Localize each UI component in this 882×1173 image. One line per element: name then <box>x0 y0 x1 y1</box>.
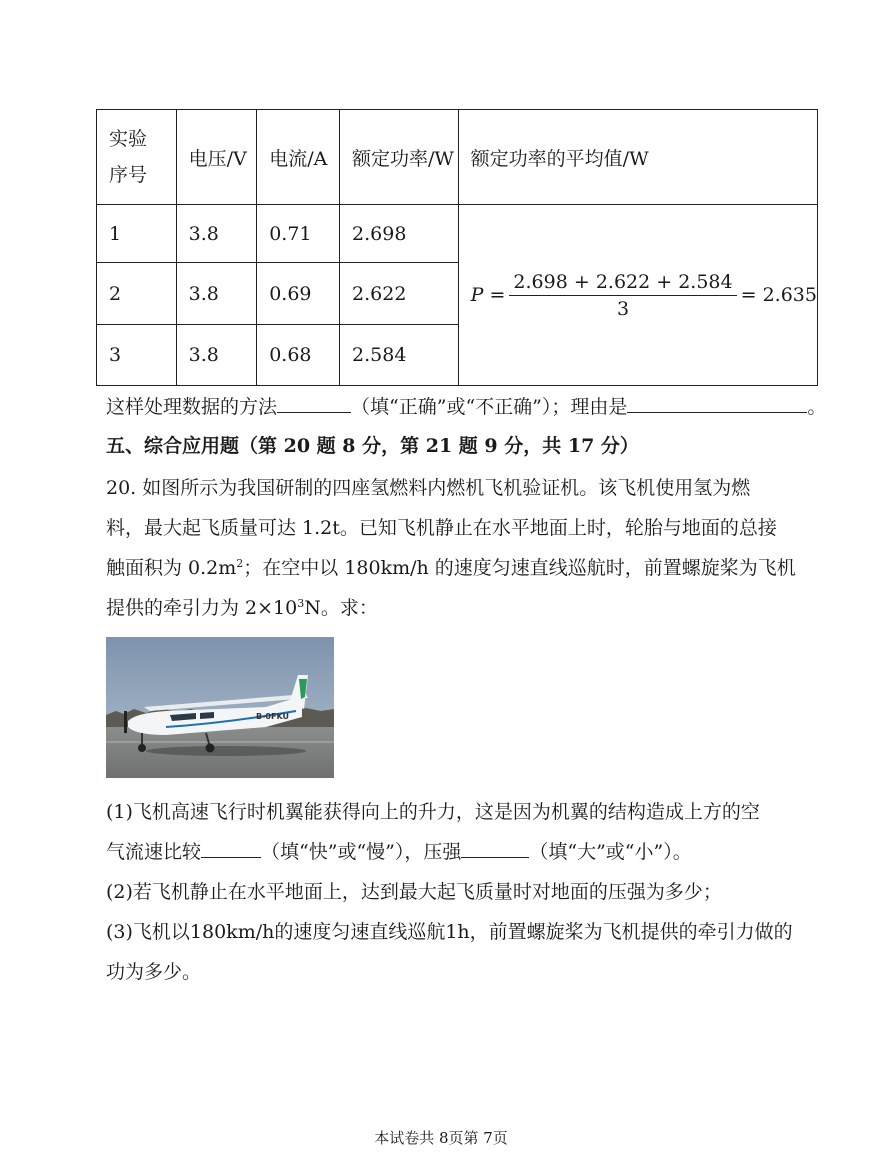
q20-line-4 <box>106 599 378 618</box>
header-average-power: 额定功率的平均值/W <box>458 110 817 205</box>
header-trial-no-line2: 序号 <box>109 164 148 186</box>
page-footer: 本试卷共 8页第 7页 <box>374 1129 508 1147</box>
answer-blank-speed[interactable] <box>201 857 261 858</box>
q20-line-3 <box>106 559 796 578</box>
cell-current: 0.69 <box>257 263 340 325</box>
sub1-text-a: 气流速比较 <box>106 841 202 863</box>
q20-line-1: 20. 如图所示为我国研制的四座氢燃料内燃机飞机验证机。该飞机使用氢为燃 <box>106 477 751 499</box>
answer-blank-pressure[interactable] <box>461 857 529 858</box>
cell-voltage: 3.8 <box>176 263 257 325</box>
cell-voltage: 3.8 <box>176 205 257 263</box>
cell-current: 0.71 <box>257 205 340 263</box>
registration-mark: B-0FKU <box>256 712 290 721</box>
cell-no: 1 <box>97 205 177 263</box>
formula-denominator: 3 <box>616 297 630 320</box>
sub1-text-b: （填“快”或“慢”），压强 <box>261 841 462 863</box>
q20-line-3-a: 触面积为 0.2m <box>106 557 237 579</box>
q20-sub3-line2: 功为多少。 <box>106 961 202 983</box>
cell-voltage: 3.8 <box>176 325 257 386</box>
sub1-text-c: （填“大”或“小”）。 <box>529 841 692 863</box>
cell-current: 0.68 <box>257 325 340 386</box>
answer-blank-reason[interactable] <box>627 412 807 413</box>
formula-lhs: P = <box>470 284 506 306</box>
q19-method-line <box>106 398 826 417</box>
cell-power: 2.622 <box>340 263 459 325</box>
cell-power: 2.584 <box>340 325 459 386</box>
answer-blank-method[interactable] <box>277 412 351 413</box>
experiment-table <box>96 109 818 386</box>
q20-line-3-b: ；在空中以 180km/h 的速度匀速直线巡航时，前置螺旋桨为飞机 <box>243 557 796 579</box>
airplane-photo <box>106 637 334 778</box>
cell-no: 3 <box>97 325 177 386</box>
q20-sub3-line1: (3)飞机以180km/h的速度匀速直线巡航1h，前置螺旋桨为飞机提供的牵引力做的 <box>106 921 793 943</box>
average-formula <box>469 271 817 320</box>
q20-line-2: 料，最大起飞质量可达 1.2t。已知飞机静止在水平地面上时，轮胎与地面的总接 <box>106 517 777 539</box>
formula-numerator: 2.698 + 2.622 + 2.584 <box>509 271 736 296</box>
table-row <box>97 205 818 263</box>
formula-fraction <box>509 271 736 320</box>
superscript: 2 <box>236 557 244 570</box>
q20-line-4-a: 提供的牵引力为 2×10 <box>106 597 298 619</box>
q19-text-2: （填“正确”或“不正确”）；理由是 <box>351 396 628 418</box>
formula-rhs: = 2.635 <box>740 284 817 306</box>
q20-sub1-line1: (1)飞机高速飞行时机翼能获得向上的升力，这是因为机翼的结构造成上方的空 <box>106 801 760 823</box>
section-title: 五、综合应用题（第 20 题 8 分，第 21 题 9 分，共 17 分） <box>106 435 639 457</box>
average-formula-cell <box>458 205 817 386</box>
q20-sub2: (2)若飞机静止在水平地面上，达到最大起飞质量时对地面的压强为多少； <box>106 881 722 903</box>
header-voltage: 电压/V <box>176 110 257 205</box>
header-trial-no-line1: 实验 <box>109 128 148 150</box>
header-current: 电流/A <box>257 110 340 205</box>
cell-power: 2.698 <box>340 205 459 263</box>
airplane-illustration <box>106 637 334 778</box>
superscript: 3 <box>297 597 305 610</box>
header-power: 额定功率/W <box>340 110 459 205</box>
cell-no: 2 <box>97 263 177 325</box>
q20-sub1-line2 <box>106 843 692 862</box>
q19-text-1: 这样处理数据的方法 <box>106 396 278 418</box>
header-trial-no <box>97 110 177 205</box>
q20-line-4-b: N。求： <box>304 597 378 619</box>
q19-text-3: 。 <box>807 396 827 418</box>
